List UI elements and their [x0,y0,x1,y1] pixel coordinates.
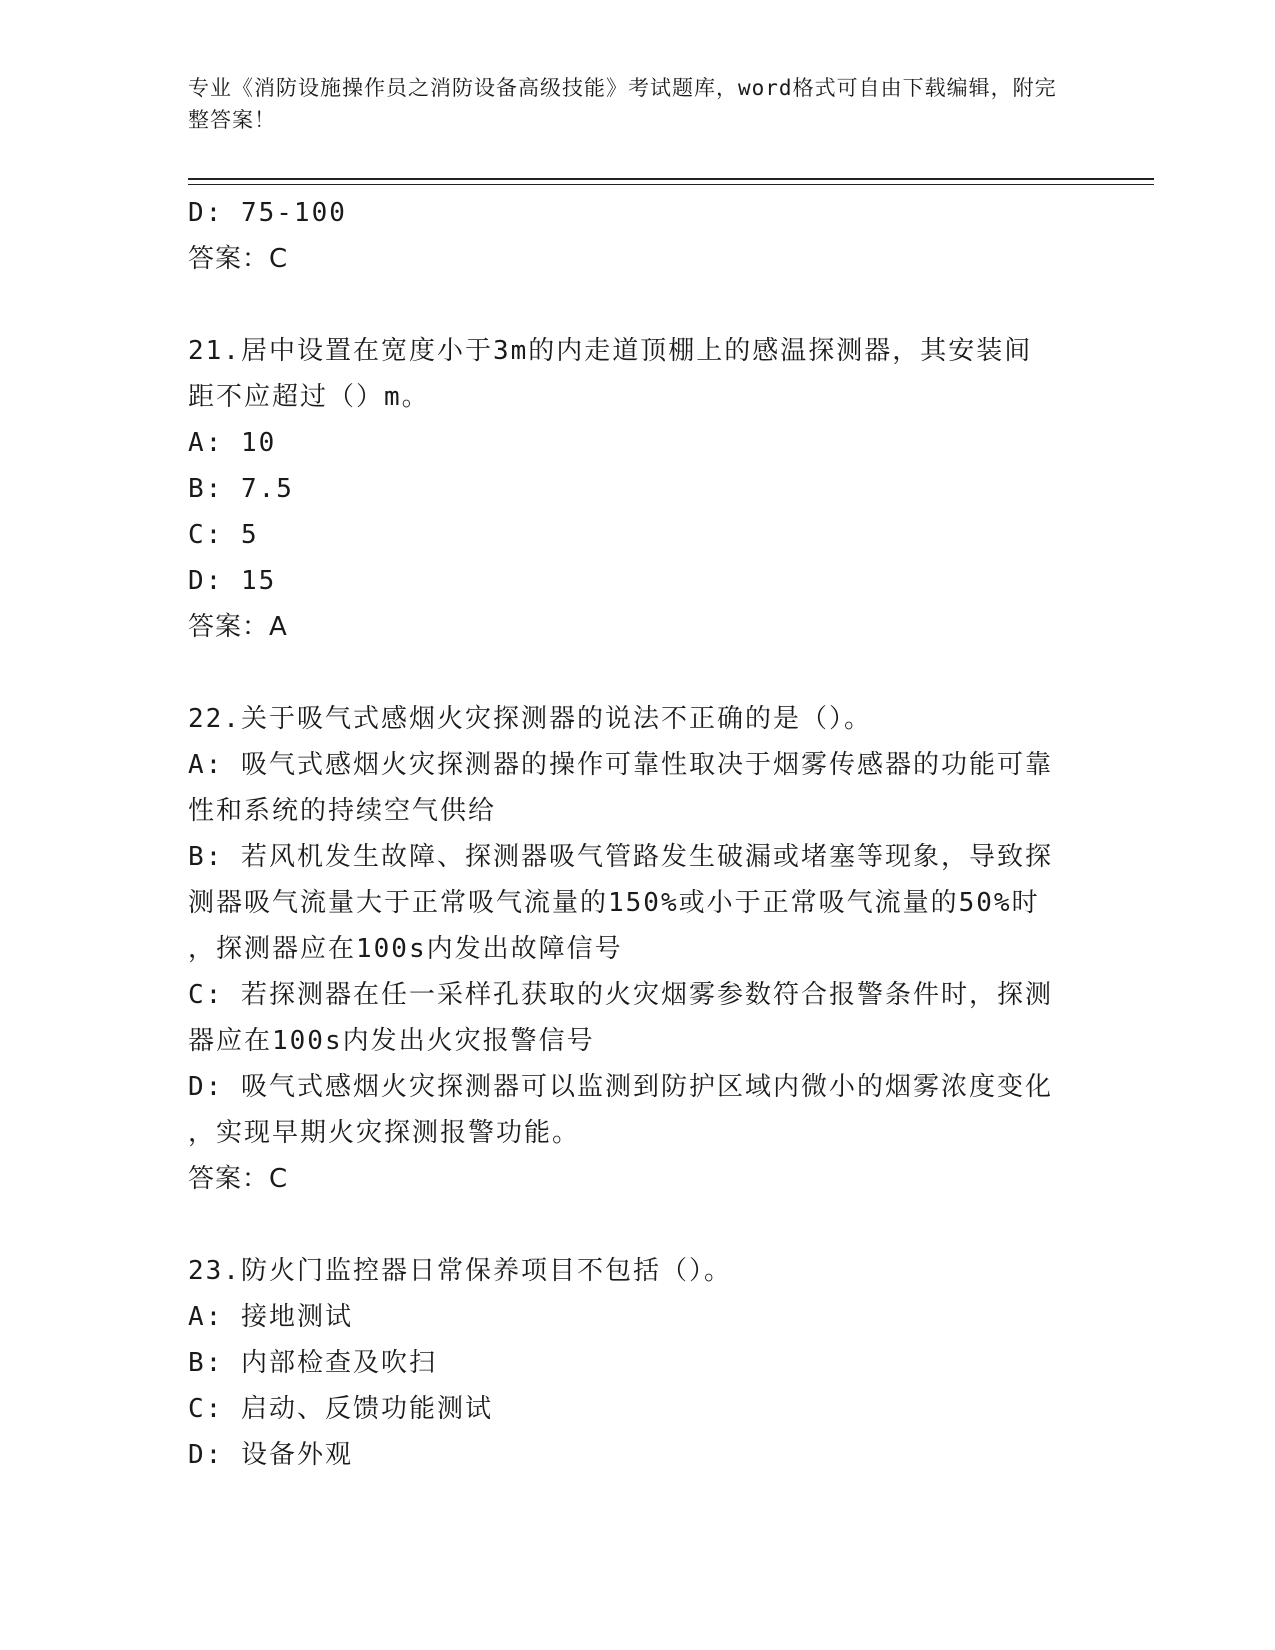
option-a: A: 10 [188,428,277,458]
spacer [188,650,1088,696]
option-a: A: 吸气式感烟火灾探测器的操作可靠性取决于烟雾传感器的功能可靠 [188,750,1053,780]
answer: 答案：C [188,1164,289,1194]
question-stem-line: 距不应超过（）m。 [188,382,430,412]
previous-question [188,190,1088,282]
option-c: C: 启动、反馈功能测试 [188,1394,493,1424]
option-d: D: 75-100 [188,198,347,228]
option-b: B: 内部检查及吹扫 [188,1348,437,1378]
question-stem: 23.防火门监控器日常保养项目不包括（）。 [188,1256,732,1286]
question-21 [188,328,1088,650]
answer: 答案：A [188,612,288,642]
option-c: C: 若探测器在任一采样孔获取的火灾烟雾参数符合报警条件时，探测 [188,980,1053,1010]
option-d: D: 设备外观 [188,1440,353,1470]
option-d: D: 15 [188,566,277,596]
spacer [188,1202,1088,1248]
option-b-continued: ，探测器应在100s内发出故障信号 [188,934,623,964]
option-a: A: 接地测试 [188,1302,353,1332]
question-stem: 22.关于吸气式感烟火灾探测器的说法不正确的是（）。 [188,704,872,734]
question-22 [188,696,1088,1202]
option-b: B: 7.5 [188,474,294,504]
question-23 [188,1248,1088,1478]
option-b: B: 若风机发生故障、探测器吸气管路发生破漏或堵塞等现象，导致探 [188,842,1053,872]
document-body [188,190,1088,1478]
option-d: D: 吸气式感烟火灾探测器可以监测到防护区域内微小的烟雾浓度变化 [188,1072,1053,1102]
question-stem-line: 21.居中设置在宽度小于3m的内走道顶棚上的感温探测器，其安装间 [188,336,1033,366]
header-divider [188,178,1154,185]
option-b-continued: 测器吸气流量大于正常吸气流量的150%或小于正常吸气流量的50%时 [188,888,1040,918]
answer: 答案：C [188,244,289,274]
spacer [188,282,1088,328]
document-header: 专业《消防设施操作员之消防设备高级技能》考试题库，word格式可自由下载编辑，附完整答案！ [188,76,1057,132]
option-c: C: 5 [188,520,259,550]
option-a-continued: 性和系统的持续空气供给 [188,796,497,826]
option-c-continued: 器应在100s内发出火灾报警信号 [188,1026,595,1056]
option-d-continued: ，实现早期火灾探测报警功能。 [188,1118,581,1148]
